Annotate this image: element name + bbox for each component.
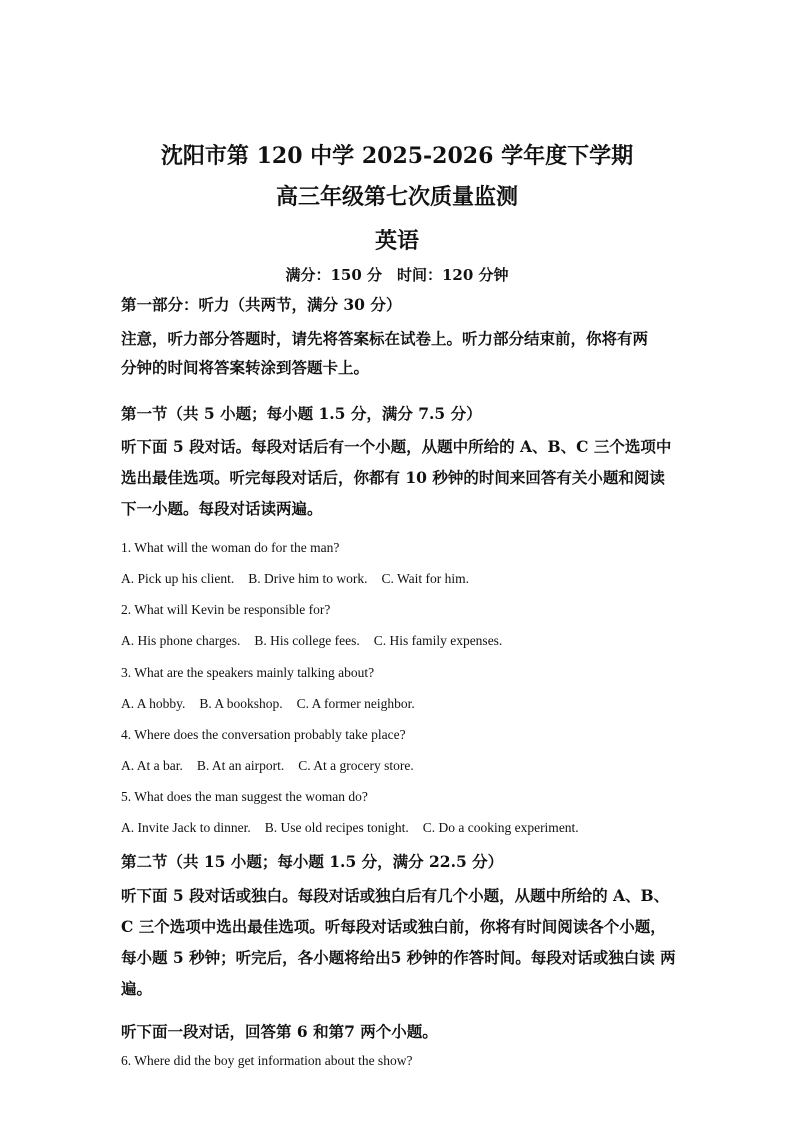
question-4-options xyxy=(121,758,428,774)
option-a: A. Invite Jack to dinner. xyxy=(121,820,251,835)
question-6: 6. Where did the boy get information about the show? xyxy=(121,1053,413,1068)
section1-instruction-line: 听下面 5 段对话。每段对话后有一个小题，从题中所给的 A、B、C 三个选项中 xyxy=(121,437,672,456)
exam-subtitle: 高三年级第七次质量监测 xyxy=(275,184,518,210)
part1-notice-line: 注意，听力部分答题时，请先将答案标在试卷上。听力部分结束前，你将有两 xyxy=(121,329,649,348)
section1-heading: 第一节（共 5 小题；每小题 1.5 分，满分 7.5 分） xyxy=(121,404,482,423)
question-5-options xyxy=(121,820,593,836)
option-c: C. His family expenses. xyxy=(373,633,503,648)
question-1-options xyxy=(121,571,483,587)
section2-heading: 第二节（共 15 小题；每小题 1.5 分，满分 22.5 分） xyxy=(121,852,504,871)
option-b: B. A bookshop. xyxy=(199,696,283,711)
option-a: A. A hobby. xyxy=(121,696,186,711)
question-5: 5. What does the man suggest the woman do? xyxy=(121,789,368,804)
section2-instruction-line: 听下面 5 段对话或独白。每段对话或独白后有几个小题，从题中所给的 A、B、 xyxy=(121,886,670,905)
exam-title: 沈阳市第 120 中学 2025-2026 学年度下学期 xyxy=(160,143,634,169)
dialogue-sub-heading: 听下面一段对话，回答第 6 和第7 两个小题。 xyxy=(121,1022,438,1041)
option-b: B. His college fees. xyxy=(254,633,360,648)
question-2-options xyxy=(121,633,516,649)
section2-instruction-line: 每小题 5 秒钟；听完后，各小题将给出5 秒钟的作答时间。每段对话或独白读 两 xyxy=(121,948,676,967)
option-c: C. A former neighbor. xyxy=(296,696,415,711)
question-4: 4. Where does the conversation probably take place? xyxy=(121,727,406,742)
part1-notice-line: 分钟的时间将答案转涂到答题卡上。 xyxy=(121,358,370,377)
option-a: A. His phone charges. xyxy=(121,633,241,648)
option-a: A. Pick up his client. xyxy=(121,571,235,586)
option-a: A. At a bar. xyxy=(121,758,183,773)
subject-title: 英语 xyxy=(374,228,419,254)
question-1: 1. What will the woman do for the man? xyxy=(121,540,340,555)
part1-heading: 第一部分：听力（共两节，满分 30 分） xyxy=(121,295,402,314)
option-b: B. At an airport. xyxy=(196,758,285,773)
section1-instruction-line: 选出最佳选项。听完每段对话后，你都有 10 秒钟的时间来回答有关小题和阅读 xyxy=(121,468,665,487)
section2-instruction-line: 遍。 xyxy=(121,979,153,998)
section2-instruction-line: C 三个选项中选出最佳选项。听每段对话或独白前，你将有时间阅读各个小题， xyxy=(121,917,666,936)
option-c: C. At a grocery store. xyxy=(298,758,414,773)
question-3-options xyxy=(121,696,429,712)
option-c: C. Do a cooking experiment. xyxy=(422,820,579,835)
option-c: C. Wait for him. xyxy=(381,571,470,586)
option-b: B. Use old recipes tonight. xyxy=(264,820,409,835)
question-2: 2. What will Kevin be responsible for? xyxy=(121,602,331,617)
score-time-info: 满分：150 分 时间：120 分钟 xyxy=(285,266,509,284)
option-b: B. Drive him to work. xyxy=(248,571,368,586)
question-3: 3. What are the speakers mainly talking about? xyxy=(121,665,375,680)
section1-instruction-line: 下一小题。每段对话读两遍。 xyxy=(121,499,323,518)
